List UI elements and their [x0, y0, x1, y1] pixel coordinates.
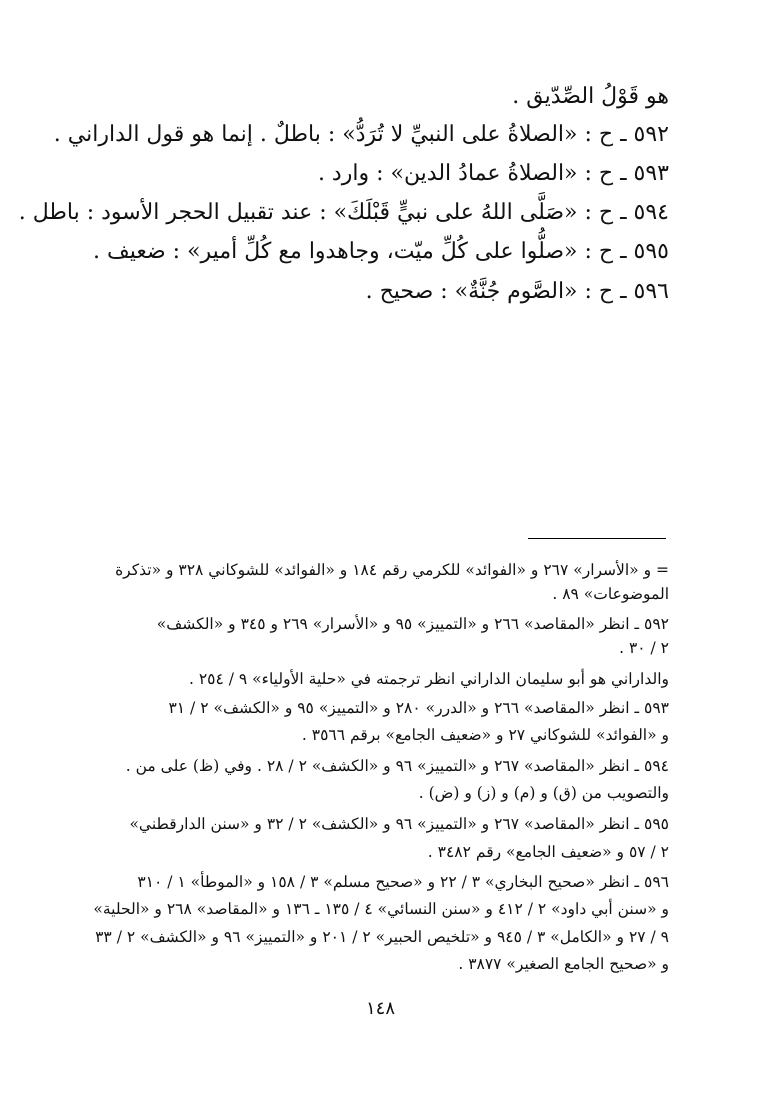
- footnote-line: = و «الأسرار» ٢٦٧ و «الفوائد» للكرمي رقم ١٨٤ و «الفوائد» للشوكاني ٣٢٨ و «تذكرة: [115, 561, 669, 579]
- footnote-593: ٥٩٣ ـ انظر «المقاصد» ٢٦٦ و «الدرر» ٢٨٠ و «التمييز» ٩٥ و «الكشف» ٢ / ٣١: [168, 699, 669, 717]
- hadith-entry-592: ٥٩٢ ـ ح : «الصلاةُ على النبيِّ لا تُرَدُّ» : باطلٌ . إنما هو قول الداراني .: [53, 122, 669, 147]
- footnote-line: والتصويب من (ق) و (م) و (ز) و (ض) .: [418, 784, 669, 802]
- footnote-line: ٢ / ٥٧ و «ضعيف الجامع» رقم ٣٤٨٢ .: [427, 843, 669, 861]
- hadith-entry-593: ٥٩٣ ـ ح : «الصلاةُ عمادُ الدين» : وارد .: [317, 161, 669, 186]
- hadith-entry-594: ٥٩٤ ـ ح : «صَلَّى اللهُ على نبيٍّ قَبْلَكَ» : عند تقبيل الحجر الأسود : باطل .: [18, 200, 669, 225]
- footnote-line: ٩ / ٢٧ و «الكامل» ٣ / ٩٤٥ و «تلخيص الحبير» ٢ / ٢٠١ و «التمييز» ٩٦ و «الكشف» ٢ / ٣٣: [95, 928, 669, 946]
- footnote-594: ٥٩٤ ـ انظر «المقاصد» ٢٦٧ و «التمييز» ٩٦ و «الكشف» ٢ / ٢٨ . وفي (ظ) على من .: [125, 757, 669, 775]
- footnote-592: ٥٩٢ ـ انظر «المقاصد» ٢٦٦ و «التمييز» ٩٥ و «الأسرار» ٢٦٩ و ٣٤٥ و «الكشف»: [156, 615, 669, 633]
- footnote-separator: [528, 538, 666, 539]
- hadith-entry-596: ٥٩٦ ـ ح : «الصَّوم جُنَّةٌ» : صحيح .: [365, 279, 669, 304]
- footnote-595: ٥٩٥ ـ انظر «المقاصد» ٢٦٧ و «التمييز» ٩٦ و «الكشف» ٢ / ٣٢ و «سنن الدارقطني»: [129, 815, 669, 833]
- footnote-596: ٥٩٦ ـ انظر «صحيح البخاري» ٣ / ٢٢ و «صحيح مسلم» ٣ / ١٥٨ و «الموطأ» ١ / ٣١٠: [137, 873, 669, 891]
- main-text-line: هو قَوْلُ الصِّدّيق .: [512, 84, 669, 109]
- footnote-line: و «الفوائد» للشوكاني ٢٧ و «ضعيف الجامع» برقم ٣٥٦٦ .: [301, 726, 669, 744]
- footnote-line: ٢ / ٣٠ .: [619, 639, 669, 657]
- footnote-line: و «سنن أبي داود» ٢ / ٤١٢ و «سنن النسائي» ٤ / ١٣٥ ـ ١٣٦ و «المقاصد» ٢٦٨ و «الحلية»: [93, 900, 669, 918]
- footnote-line: و «صحيح الجامع الصغير» ٣٨٧٧ .: [458, 955, 669, 973]
- hadith-entry-595: ٥٩٥ ـ ح : «صلُّوا على كُلِّ ميّت، وجاهدوا مع كُلِّ أمير» : ضعيف .: [92, 239, 669, 264]
- page-number: ١٤٨: [365, 998, 395, 1019]
- footnote-line: والداراني هو أبو سليمان الداراني انظر ترجمته في «حلية الأولياء» ٩ / ٢٥٤ .: [189, 670, 669, 688]
- footnote-line: الموضوعات» ٨٩ .: [552, 585, 669, 603]
